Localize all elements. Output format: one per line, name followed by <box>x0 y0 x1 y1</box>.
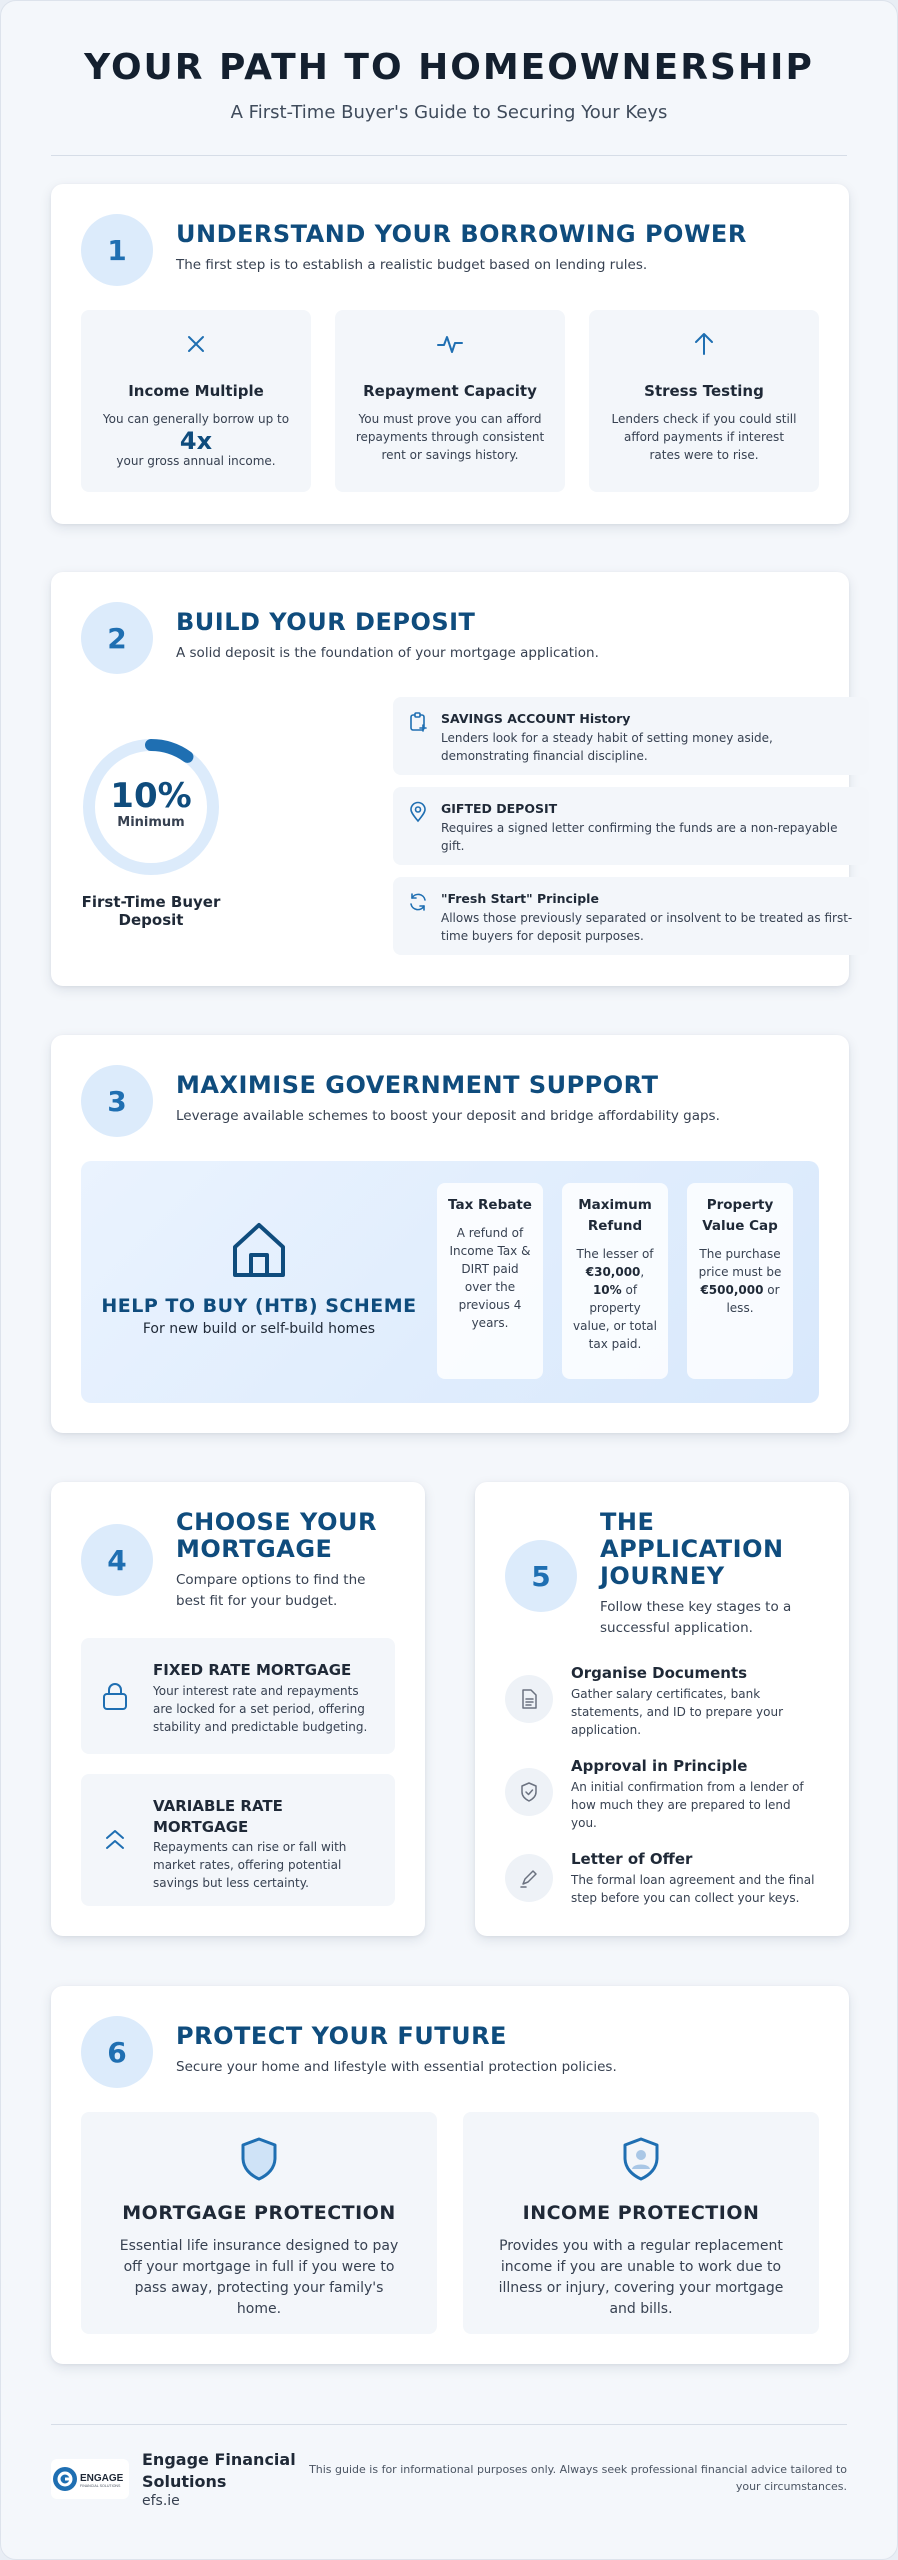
svg-text:FINANCIAL SOLUTIONS: FINANCIAL SOLUTIONS <box>80 2484 121 2488</box>
page-header <box>1 1 897 156</box>
htb-col-title: Tax Rebate <box>448 1197 532 1213</box>
tile-text-before: You can generally borrow up to <box>102 412 290 426</box>
section-title: CHOOSE YOUR MORTGAGE <box>176 1508 377 1563</box>
deposit-item-text: Allows those previously separated or insolvent to be treated as first-time buyers for deposit purposes. <box>441 911 853 943</box>
svg-text:ENGAGE: ENGAGE <box>80 2473 124 2484</box>
step-title: Approval in Principle <box>571 1757 748 1775</box>
clipboard-icon <box>407 711 429 733</box>
htb-scheme-title: HELP TO BUY (HTB) SCHEME <box>101 1295 417 1317</box>
multiply-icon <box>182 330 210 358</box>
htb-scheme-panel <box>81 1161 819 1403</box>
double-chevron-up-icon <box>99 1824 131 1856</box>
htb-col-text: The lesser of €30,000, 10% of property value, or total tax paid. <box>573 1247 657 1351</box>
protection-title: INCOME PROTECTION <box>522 2202 760 2224</box>
deposit-minimum-label: Minimum <box>117 815 185 830</box>
tile-text-after: your gross annual income. <box>116 454 276 468</box>
house-icon <box>231 1221 287 1279</box>
document-icon <box>505 1675 553 1723</box>
section-description: Leverage available schemes to boost your deposit and bridge affordability gaps. <box>176 1108 720 1124</box>
deposit-gauge-label <box>81 777 221 830</box>
section-description: A solid deposit is the foundation of your mortgage application. <box>176 645 599 661</box>
fixed-rate-option <box>81 1638 395 1754</box>
header-divider <box>51 155 847 156</box>
tile-text: Lenders check if you could still afford payments if interest rates were to rise. <box>611 412 797 462</box>
repayment-capacity-tile <box>335 310 565 492</box>
rate-title: VARIABLE RATE MORTGAGE <box>153 1797 283 1836</box>
section-title: BUILD YOUR DEPOSIT <box>176 608 476 636</box>
htb-col-text: The purchase price must be €500,000 or less. <box>698 1247 782 1315</box>
brand-url[interactable]: efs.ie <box>142 2493 180 2509</box>
deposit-item-title: "Fresh Start" Principle <box>441 891 599 906</box>
step-number-badge: 3 <box>81 1065 153 1137</box>
step-number-badge: 2 <box>81 602 153 674</box>
page-subtitle: A First-Time Buyer's Guide to Securing Your Keys <box>230 102 668 123</box>
shield-check-icon <box>505 1768 553 1816</box>
htb-col-title: Property Value Cap <box>702 1197 778 1234</box>
section-title: UNDERSTAND YOUR BORROWING POWER <box>176 220 747 248</box>
tile-text <box>81 410 311 470</box>
rate-text: Your interest rate and repayments are locked for a set period, offering stability and predictable budgeting. <box>153 1684 368 1734</box>
mortgage-protection-tile <box>81 2112 437 2334</box>
arrow-up-icon <box>690 330 718 358</box>
deposit-caption: First-Time Buyer Deposit <box>81 893 221 929</box>
footer-divider <box>51 2424 847 2425</box>
refresh-icon <box>407 891 429 913</box>
section-description: Compare options to find the best fit for your budget. <box>176 1572 366 1609</box>
section-borrowing-power <box>51 184 849 524</box>
rate-text: Repayments can rise or fall with market rates, offering potential savings but less certainty. <box>153 1840 347 1890</box>
htb-col-text: A refund of Income Tax & DIRT paid over the previous 4 years. <box>449 1226 531 1330</box>
section-description: Follow these key stages to a successful application. <box>600 1599 792 1636</box>
company-logo <box>51 2459 129 2499</box>
section-title: THE APPLICATION JOURNEY <box>600 1508 784 1590</box>
lock-icon <box>99 1680 131 1712</box>
htb-property-value-cap <box>687 1183 793 1379</box>
deposit-item-text: Requires a signed letter confirming the funds are a non-repayable gift. <box>441 821 838 853</box>
variable-rate-option <box>81 1774 395 1906</box>
step-number-badge: 4 <box>81 1524 153 1596</box>
htb-scheme-subtitle: For new build or self-build homes <box>142 1321 376 1337</box>
deposit-percent: 10% <box>110 776 192 816</box>
income-multiple-value: 4x <box>179 427 213 455</box>
htb-tax-rebate <box>437 1183 543 1379</box>
section-title: PROTECT YOUR FUTURE <box>176 2022 507 2050</box>
tile-title: Stress Testing <box>644 382 764 400</box>
disclaimer-text: This guide is for informational purposes only. Always seek professional financial advice tailored to your circumstances. <box>309 2463 847 2493</box>
deposit-item-title: GIFTED DEPOSIT <box>441 801 558 816</box>
pen-icon <box>505 1854 553 1902</box>
step-title: Letter of Offer <box>571 1850 693 1868</box>
section-description: The first step is to establish a realistic budget based on lending rules. <box>176 257 648 273</box>
location-pin-icon <box>407 801 429 823</box>
shield-icon <box>239 2136 279 2182</box>
section-description: Secure your home and lifestyle with essential protection policies. <box>176 2059 617 2075</box>
protection-text: Essential life insurance designed to pay off your mortgage in full if you were to pass away, protecting your family's home. <box>119 2238 399 2317</box>
pulse-icon <box>436 330 464 358</box>
step-number-badge: 5 <box>505 1540 577 1612</box>
deposit-item-title: SAVINGS ACCOUNT History <box>441 711 631 726</box>
section-choose-mortgage <box>51 1482 425 1936</box>
protection-title: MORTGAGE PROTECTION <box>122 2202 396 2224</box>
htb-col-title: Maximum Refund <box>578 1197 652 1234</box>
section-application-journey <box>475 1482 849 1936</box>
deposit-item-gifted <box>393 787 869 865</box>
step-text: An initial confirmation from a lender of how much they are prepared to lend you. <box>571 1780 804 1830</box>
brand-name: Engage Financial Solutions <box>142 2450 296 2491</box>
deposit-item-text: Lenders look for a steady habit of setting money aside, demonstrating financial discipline. <box>441 731 773 763</box>
deposit-item-savings <box>393 697 869 775</box>
htb-maximum-refund <box>562 1183 668 1379</box>
page-title: YOUR PATH TO HOMEOWNERSHIP <box>84 47 814 88</box>
step-text: Gather salary certificates, bank statements, and ID to prepare your application. <box>571 1687 783 1737</box>
section-title: MAXIMISE GOVERNMENT SUPPORT <box>176 1071 659 1099</box>
tile-title: Income Multiple <box>128 382 264 400</box>
stress-testing-tile <box>589 310 819 492</box>
step-number-badge: 6 <box>81 2016 153 2088</box>
protection-text: Provides you with a regular replacement income if you are unable to work due to illness or injury, covering your mortgage and bills. <box>498 2238 784 2317</box>
deposit-item-fresh-start <box>393 877 869 955</box>
shield-person-icon <box>621 2136 661 2182</box>
income-multiple-tile <box>81 310 311 492</box>
tile-text: You must prove you can afford repayments through consistent rent or savings history. <box>355 412 545 462</box>
income-protection-tile <box>463 2112 819 2334</box>
tile-title: Repayment Capacity <box>363 382 537 400</box>
step-number-badge: 1 <box>81 214 153 286</box>
step-text: The formal loan agreement and the final step before you can collect your keys. <box>571 1873 815 1905</box>
rate-title: FIXED RATE MORTGAGE <box>153 1661 352 1679</box>
step-title: Organise Documents <box>571 1664 748 1682</box>
deposit-gauge <box>81 737 221 877</box>
